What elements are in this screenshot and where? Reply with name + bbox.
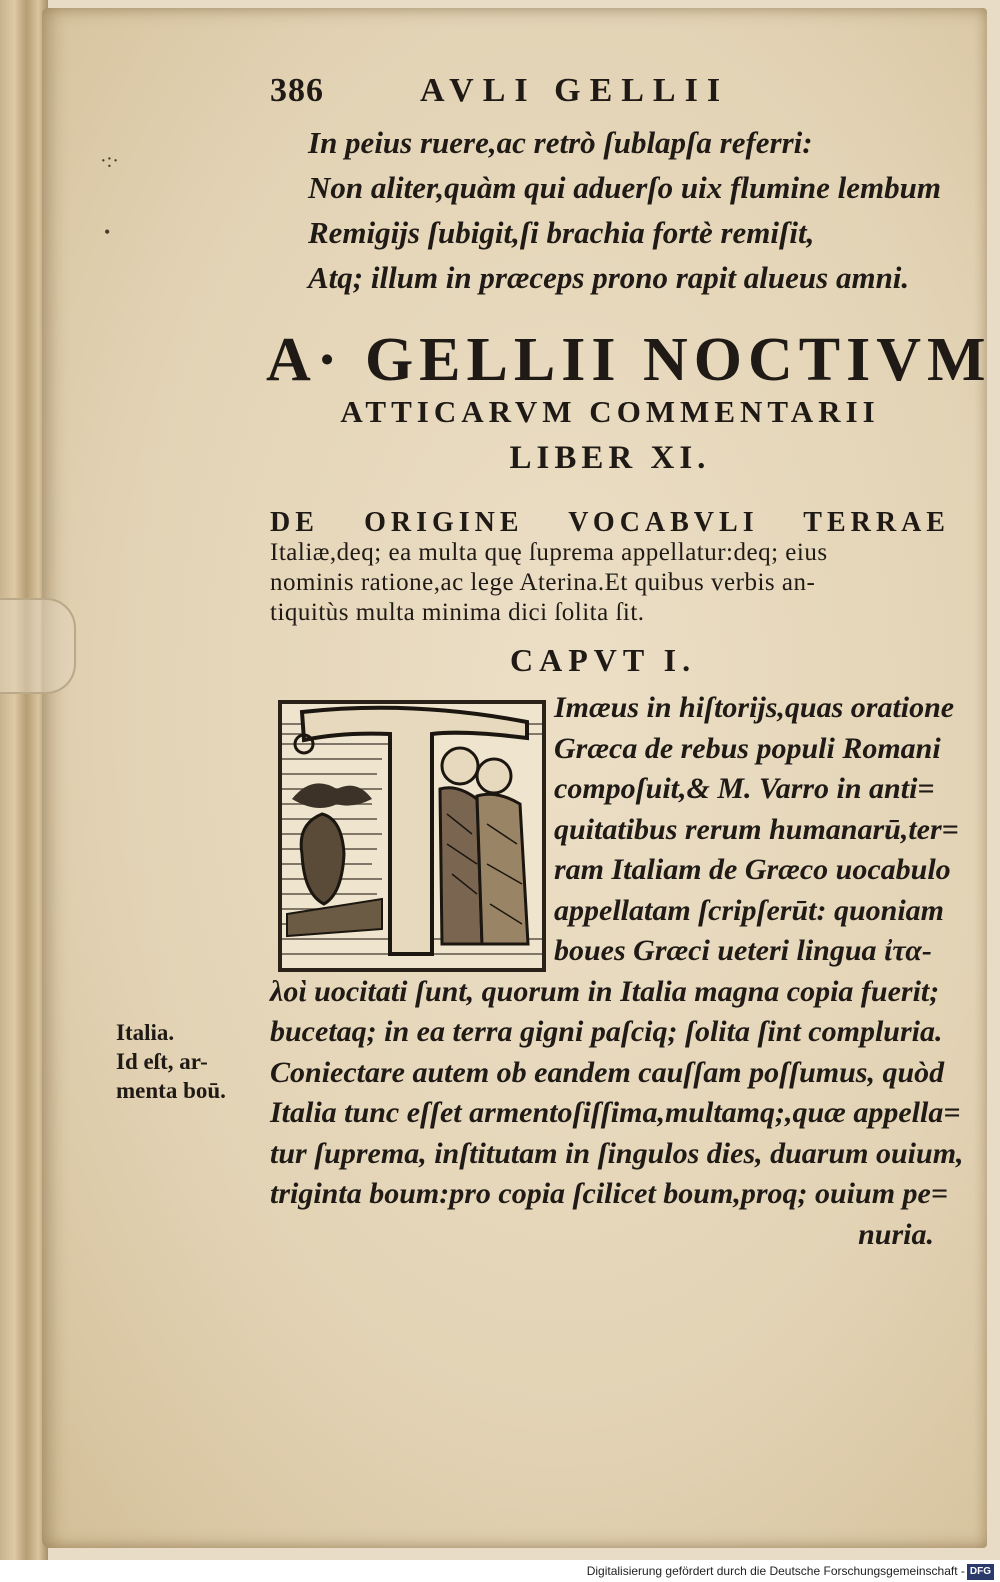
running-head xyxy=(270,72,790,116)
margin-note-line: Italia. xyxy=(116,1020,175,1045)
body-line: Imæus in hiſtorijs,quas oratione xyxy=(554,691,955,724)
body-line: ram Italiam de Græco uocabulo xyxy=(554,853,951,886)
verse-line: Non aliter,quàm qui aduerſo uix flumine lembum xyxy=(308,170,942,205)
body-line: nuria. xyxy=(858,1217,934,1251)
margin-note-line: Id eſt, ar- xyxy=(116,1049,208,1074)
scanner-clip xyxy=(0,598,76,694)
chapter-heading-line: tiquitùs multa minima dici ſolita ſit. xyxy=(270,599,645,626)
margin-note xyxy=(116,1018,266,1105)
verse-line: In peius ruere,ac retrò ſublapſa referri: xyxy=(308,125,813,160)
verse-block xyxy=(308,120,948,300)
book-title: A· GELLII NOCTIVM xyxy=(266,326,992,394)
body-line: λοὶ uocitati ſunt, quorum in Italia magna copia fuerit; xyxy=(270,974,940,1008)
chapter-body xyxy=(270,688,964,1255)
chapter-heading-line: nominis ratione,ac lege Aterina.Et quibus verbis an- xyxy=(270,569,816,596)
margin-note-line: menta boū. xyxy=(116,1078,226,1103)
body-line: Coniectare autem ob eandem cauſſam poſſumus, quòd xyxy=(270,1055,945,1089)
margin-ink-mark: ·:· xyxy=(100,150,119,172)
chapter-heading-line: Italiæ,deq; ea multa quę ſuprema appellatur:deq; eius xyxy=(270,539,828,566)
dfg-logo: DFG xyxy=(967,1564,994,1580)
body-line: Græca de rebus populi Romani xyxy=(554,731,941,765)
body-line: bucetaq; in ea terra gigni paſciq; ſolita ſint compluria. xyxy=(270,1015,943,1048)
body-line: tur ſuprema, inſtitutam in ſingulos dies, duarum ouium, xyxy=(270,1136,964,1170)
caput-heading: CAPVT I. xyxy=(510,642,697,678)
page-number: 386 xyxy=(270,72,324,109)
body-line: appellatam ſcripſerūt: quoniam xyxy=(554,893,944,927)
page-stack-edge xyxy=(0,0,48,1560)
body-line: boues Græci ueteri lingua ἰτα- xyxy=(554,934,932,967)
running-title: AVLI GELLII xyxy=(420,72,730,109)
book-number: LIBER XI. xyxy=(509,440,711,476)
body-line: triginta boum:pro copia ſcilicet boum,proq; ouium pe= xyxy=(270,1177,948,1210)
margin-ink-dot: • xyxy=(104,222,111,242)
verse-line: Atq; illum in præceps prono rapit alueus amni. xyxy=(308,260,910,295)
body-line: compoſuit,& M. Varro in anti= xyxy=(554,772,935,805)
body-line: Italia tunc eſſet armentoſiſſima,multamq;,quæ appella= xyxy=(270,1096,961,1129)
book-subtitle: ATTICARVM COMMENTARII xyxy=(340,394,880,429)
footer-credit: Digitalisierung gefördert durch die Deutsche Forschungsgemeinschaft - xyxy=(586,1564,965,1578)
verse-line: Remigijs ſubigit,ſi brachia fortè remiſit, xyxy=(308,215,815,250)
digitization-footer xyxy=(0,1560,1000,1582)
chapter-heading-first-line: DE ORIGINE VOCABVLI TERRAE xyxy=(270,507,950,538)
body-line: quitatibus rerum humanarū,ter= xyxy=(554,812,959,846)
chapter-heading xyxy=(270,508,950,628)
